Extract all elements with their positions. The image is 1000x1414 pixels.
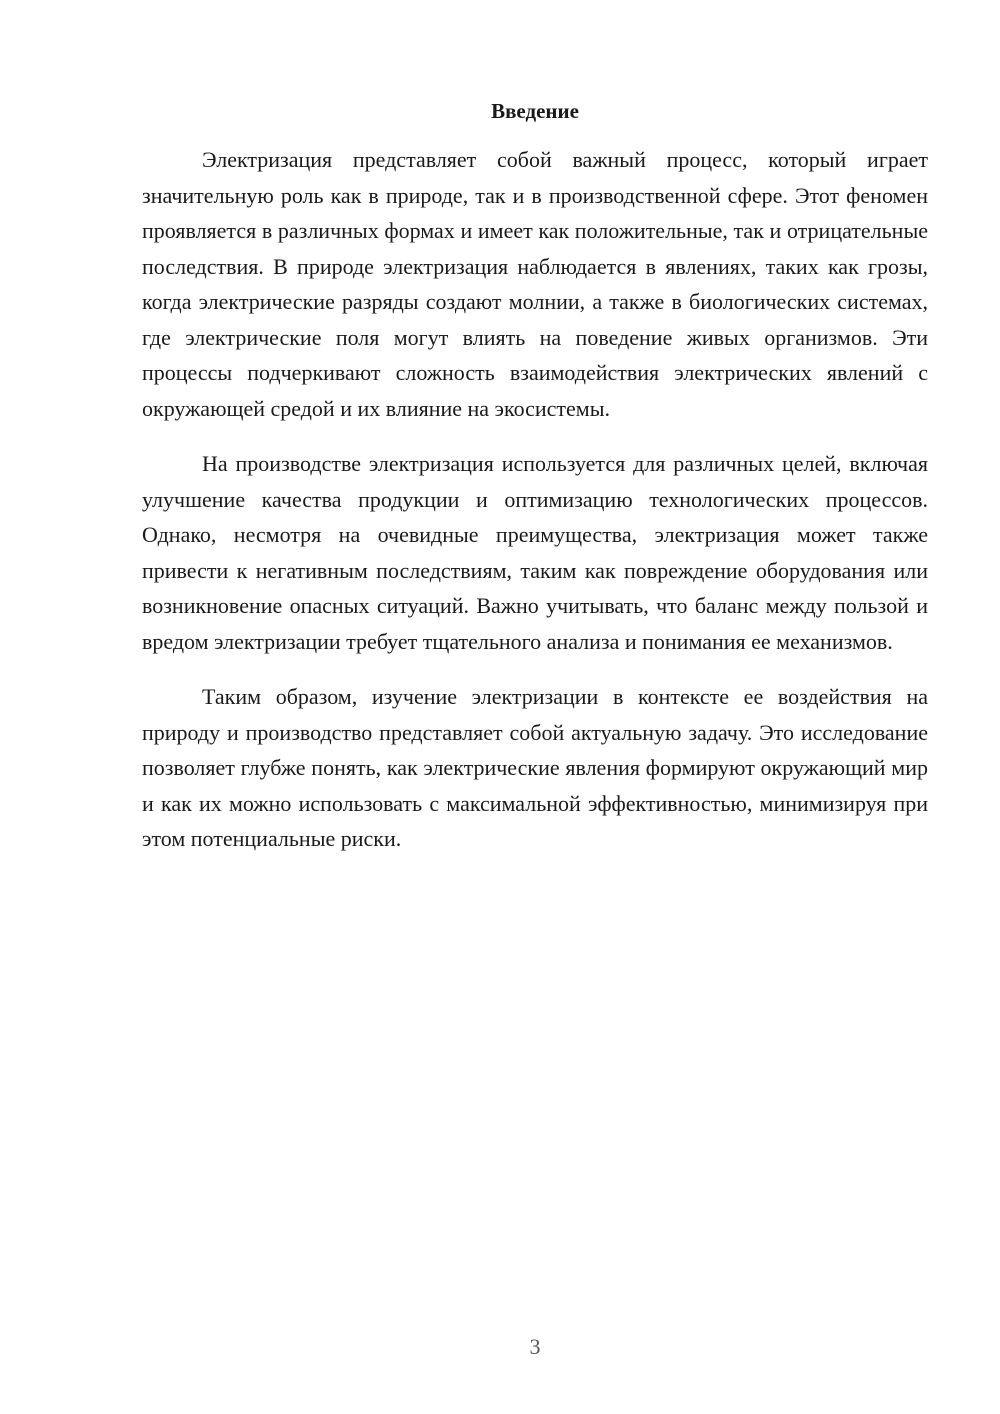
paragraph-3: Таким образом, изучение электризации в контексте ее воздействия на природу и производство представляет собой актуальную задачу. Это исследование позволяет глубже понять, как электрические явления формируют окружающий мир и как их можно использовать с максимальной эффективностью, минимизируя при этом потенциальные риски. [142,684,928,851]
paragraph-1: Электризация представляет собой важный процесс, который играет значительную роль как в природе, так и в производственной сфере. Этот феномен проявляется в различных формах и имеет как положительные, так и отрицательные последствия. В природе электризация наблюдается в явлениях, таких как грозы, когда электрические разряды создают молнии, а также в биологических системах, где электрические поля могут влиять на поведение живых организмов. Эти процессы подчеркивают сложность взаимодействия электрических явлений с окружающей средой и их влияние на экосистемы. [142,147,928,421]
paragraph-2: На производстве электризация используется для различных целей, включая улучшение качества продукции и оптимизацию технологических процессов. Однако, несмотря на очевидные преимущества, электризация может также привести к негативным последствиям, таким как повреждение оборудования или возникновение опасных ситуаций. Важно учитывать, что баланс между пользой и вредом электризации требует тщательного анализа и понимания ее механизмов. [142,451,928,654]
body-text [142,142,928,877]
page-number: 3 [529,1334,541,1359]
section-heading: Введение [491,99,579,123]
